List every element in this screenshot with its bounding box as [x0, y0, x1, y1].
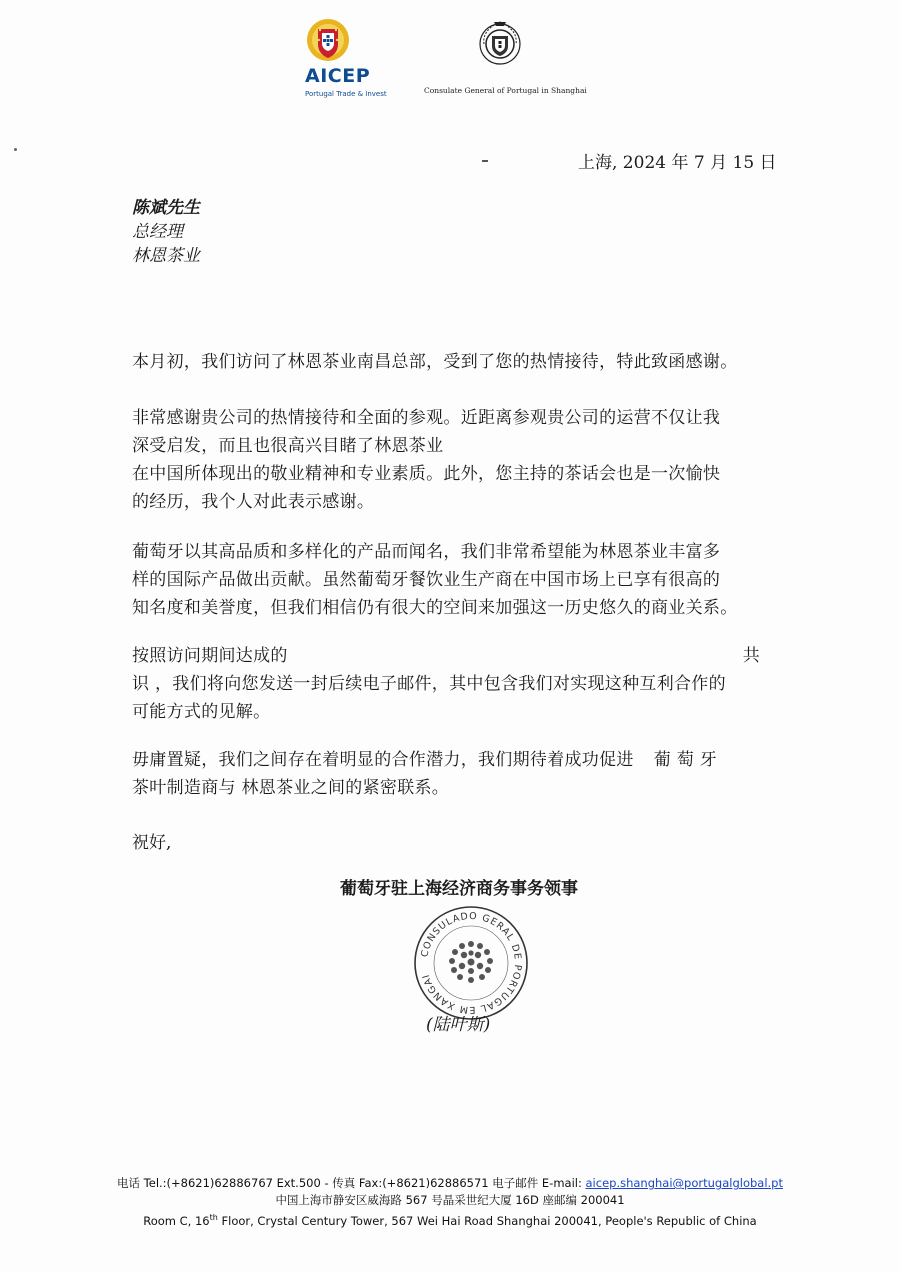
- paragraph-line-main: 毋庸置疑，我们之间存在着明显的合作潜力，我们期待着成功促进: [132, 750, 634, 770]
- footer-address-cn: 中国上海市静安区威海路 567 号晶采世纪大厦 16D 座邮编 200041: [275, 1193, 625, 1207]
- paragraph-2: [132, 404, 772, 516]
- consulate-seal-stamp: [412, 904, 530, 1022]
- paragraph-line: [132, 746, 772, 774]
- paragraph-line-tail: 葡 萄 牙: [653, 750, 718, 770]
- recipient-company: 林恩茶业: [132, 246, 200, 266]
- paragraph-line-right: 共: [742, 646, 760, 666]
- paragraph-line: 知名度和美誉度，但我们相信仍有很大的空间来加强这一历史悠久的商业关系。: [132, 598, 738, 618]
- footer-phone-fax: 电话 Tel.:(+8621)62886767 Ext.500 - 传真 Fax:(+8621)62886571 电子邮件 E-mail:: [117, 1176, 586, 1190]
- recipient-block: [132, 196, 200, 268]
- consulate-name: Consulate General of Portugal in Shanghai: [424, 86, 587, 95]
- scan-speck: [14, 148, 17, 151]
- paragraph-line: 本月初，我们访问了林恩茶业南昌总部，受到了您的热情接待，特此致函感谢。: [132, 352, 738, 372]
- footer-address-en: [0, 1209, 900, 1230]
- paragraph-1: [132, 348, 772, 376]
- footer-contact-line: [0, 1175, 900, 1192]
- paragraph-5: [132, 746, 772, 802]
- paragraph-line: 深受启发，而且也很高兴目睹了林恩茶业: [132, 436, 444, 456]
- footer-address-en-sup: th: [209, 1213, 218, 1222]
- consulate-crest-icon: [476, 18, 524, 68]
- letter-date: 上海, 2024 年 7 月 15 日: [578, 153, 777, 173]
- paragraph-line: 茶叶制造商与 林恩茶业之间的紧密联系。: [132, 778, 450, 798]
- paragraph-line: 可能方式的见解。: [132, 702, 271, 722]
- portugal-shield-icon: [305, 16, 351, 66]
- signature-title: 葡萄牙驻上海经济商务事务领事: [340, 879, 578, 899]
- svg-text:CONSULADO GERAL DE PORTUGAL EM: CONSULADO GERAL DE PORTUGAL EM XANGAI: [419, 910, 524, 1016]
- footer-address-en-part1: Room C, 16: [143, 1213, 210, 1228]
- footer-address-en-part2: Floor, Crystal Century Tower, 567 Wei Hai Road Shanghai 200041, People's Republic of China: [217, 1213, 757, 1228]
- paragraph-line: 样的国际产品做出贡献。虽然葡萄牙餐饮业生产商在中国市场上已享有很高的: [132, 570, 721, 590]
- signer-name: (陆叶斯): [426, 1015, 491, 1035]
- paragraph-line: 葡萄牙以其高品质和多样化的产品而闻名，我们非常希望能为林恩茶业丰富多: [132, 542, 721, 562]
- scan-mark: [482, 160, 488, 162]
- recipient-name: 陈斌先生: [132, 198, 200, 218]
- paragraph-4: [132, 642, 772, 726]
- paragraph-line-left: 按照访问期间达成的: [132, 646, 288, 666]
- paragraph-line: 的经历，我个人对此表示感谢。: [132, 492, 375, 512]
- paragraph-3: [132, 538, 772, 622]
- closing-salutation: 祝好,: [132, 833, 172, 853]
- paragraph-line: 在中国所体现出的敬业精神和专业素质。此外，您主持的茶话会也是一次愉快: [132, 464, 721, 484]
- paragraph-line: 识 ，我们将向您发送一封后续电子邮件，其中包含我们对实现这种互利合作的: [132, 674, 726, 694]
- aicep-wordmark: AICEP: [305, 65, 371, 87]
- paragraph-line: 非常感谢贵公司的热情接待和全面的参观。近距离参观贵公司的运营不仅让我: [132, 408, 721, 428]
- footer-email-link[interactable]: aicep.shanghai@portugalglobal.pt: [585, 1176, 783, 1190]
- letter-footer: [0, 1175, 900, 1230]
- aicep-tagline: Portugal Trade & Invest: [305, 90, 387, 98]
- recipient-title: 总经理: [132, 222, 183, 242]
- paragraph-justified-line: [132, 642, 760, 670]
